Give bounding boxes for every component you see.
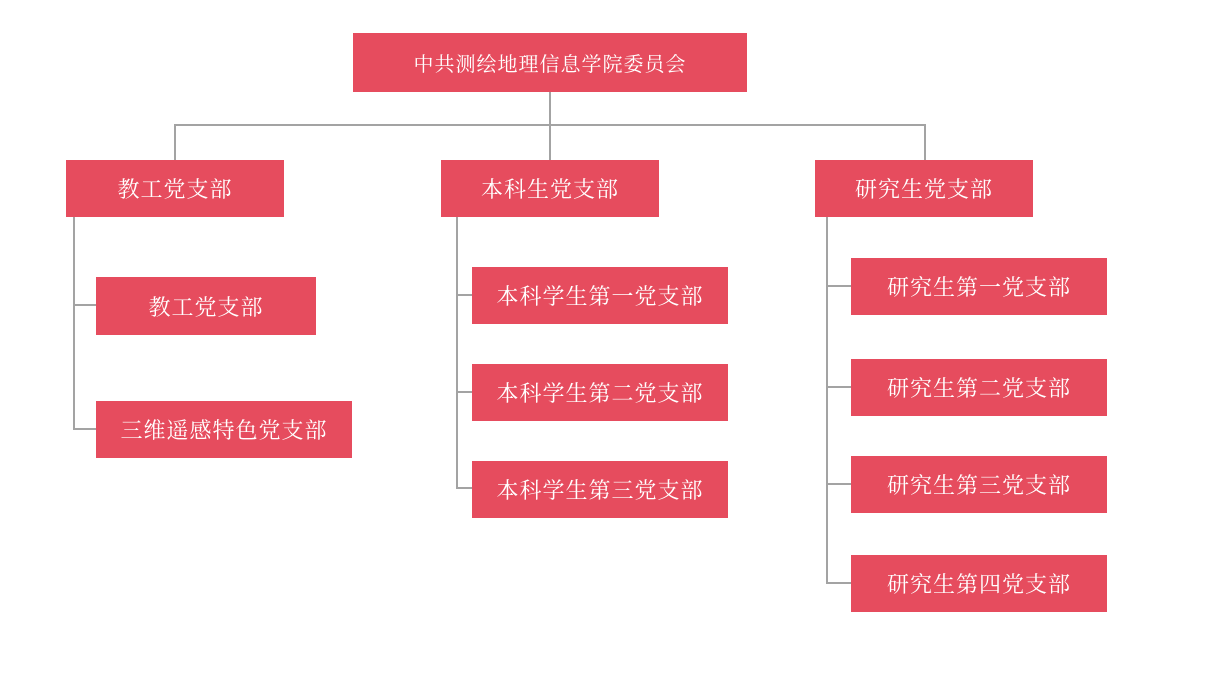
org-node-graduate-branch: 研究生党支部: [815, 160, 1033, 217]
connector-root-drop: [549, 92, 551, 160]
connector-graduate-stub-4: [826, 582, 852, 584]
connector-faculty-stub-2: [73, 428, 97, 430]
org-node-graduate-sub-1: 研究生第一党支部: [851, 258, 1107, 315]
connector-right-branch-drop: [924, 124, 926, 160]
connector-faculty-stub-1: [73, 304, 97, 306]
connector-faculty-vertical: [73, 217, 75, 430]
connector-undergrad-stub-1: [456, 294, 473, 296]
org-node-undergrad-sub-2: 本科学生第二党支部: [472, 364, 728, 421]
connector-left-branch-drop: [174, 124, 176, 160]
connector-graduate-vertical: [826, 217, 828, 584]
org-node-faculty-sub-1: 教工党支部: [96, 277, 316, 335]
org-node-committee: 中共测绘地理信息学院委员会: [353, 33, 747, 92]
connector-undergrad-stub-2: [456, 391, 473, 393]
connector-graduate-stub-1: [826, 285, 852, 287]
connector-undergrad-vertical: [456, 217, 458, 489]
connector-undergrad-stub-3: [456, 487, 473, 489]
org-node-graduate-sub-3: 研究生第三党支部: [851, 456, 1107, 513]
org-node-3d-remote-sensing-sub: 三维遥感特色党支部: [96, 401, 352, 458]
org-node-undergrad-branch: 本科生党支部: [441, 160, 659, 217]
connector-main-horizontal: [174, 124, 926, 126]
connector-graduate-stub-3: [826, 483, 852, 485]
org-node-faculty-branch: 教工党支部: [66, 160, 284, 217]
org-node-undergrad-sub-1: 本科学生第一党支部: [472, 267, 728, 324]
org-node-graduate-sub-4: 研究生第四党支部: [851, 555, 1107, 612]
org-node-undergrad-sub-3: 本科学生第三党支部: [472, 461, 728, 518]
connector-graduate-stub-2: [826, 386, 852, 388]
org-node-graduate-sub-2: 研究生第二党支部: [851, 359, 1107, 416]
